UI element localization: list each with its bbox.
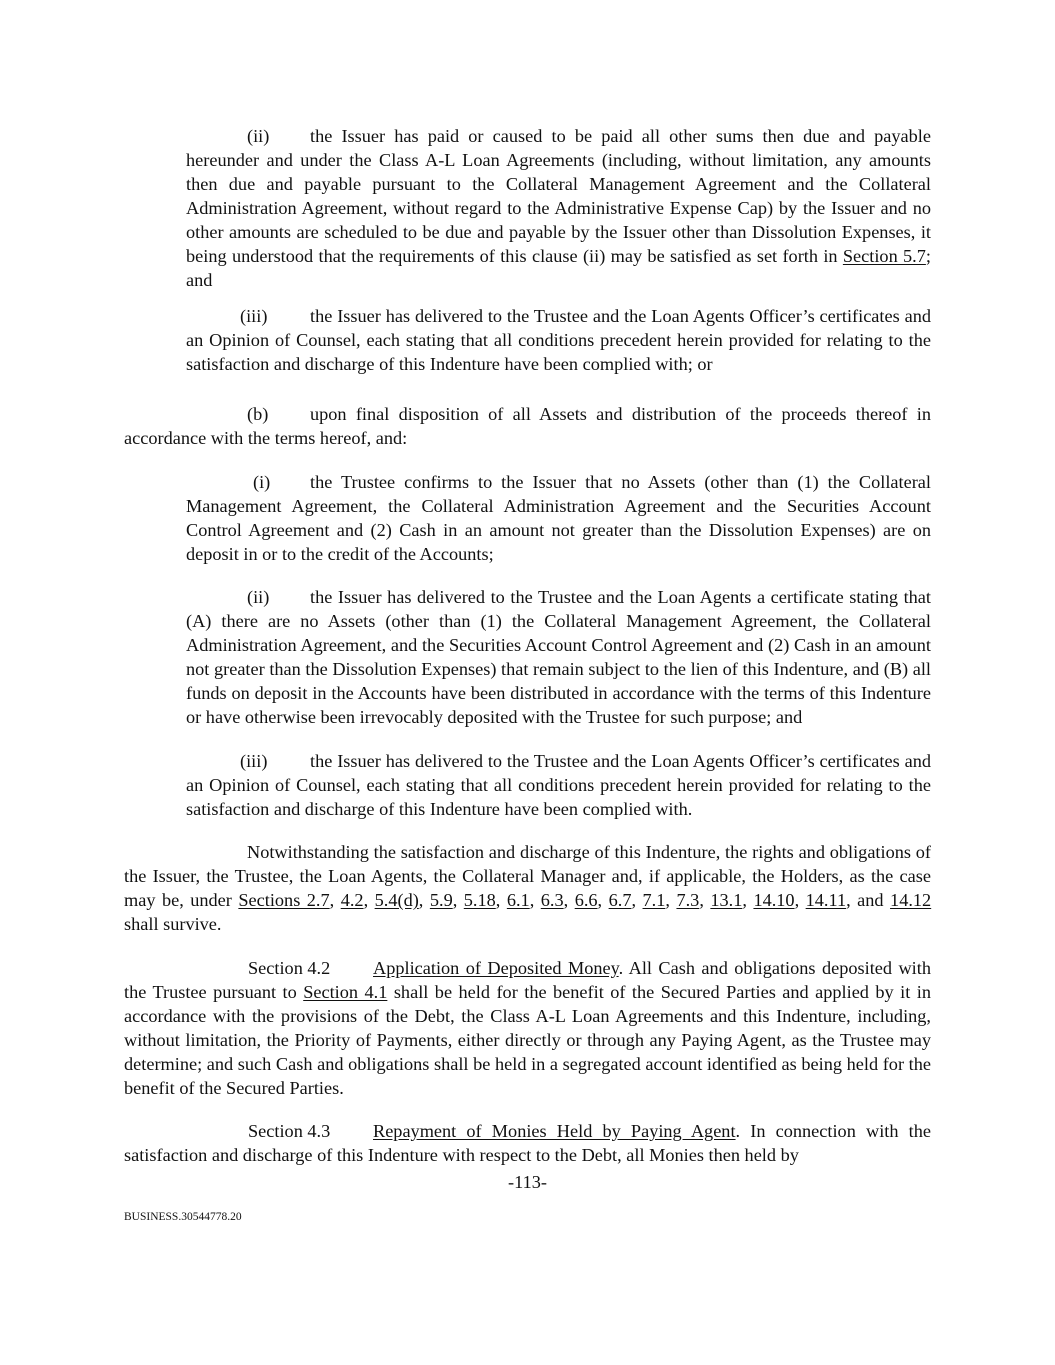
cross-reference: 6.7 — [608, 890, 632, 910]
text-segment: , — [529, 890, 541, 910]
text-segment: , — [742, 890, 754, 910]
section-4-2 — [124, 956, 931, 1100]
cross-reference: Repayment of Monies Held by Paying Agent — [373, 1121, 736, 1141]
text-segment: Notwithstanding the satisfaction and discharge of this Indenture, the rights and obligations of the Issuer, the Trustee, the Loan Agents, the Collateral Manager and, if applicable, the Holders, as the case may be, under — [124, 842, 931, 910]
text-segment: , — [452, 890, 464, 910]
text-segment: , — [665, 890, 677, 910]
text-segment: the Trustee confirms to the Issuer that no Assets (other than (1) the Collateral Management Agreement, the Collateral Administration Agreement and the Securities Account Control Agreement and (2) Cash in an amount not greater than the Dissolution Expenses) are on deposit in or to the credit of the Accounts; — [186, 472, 931, 564]
text-segment: the Issuer has paid or caused to be paid all other sums then due and payable hereunder and under the Class A-L Loan Agreements (including, without limitation, any amounts then due and payable pursuant to the Collateral Management Agreement and the Collateral Administration Agreement, without regard to the Administrative Expense Cap) by the Issuer and no other amounts are scheduled to be due and payable by the Issuer other than Dissolution Expenses, it being understood that the requirements of this clause (ii) may be satisfied as set forth in — [186, 126, 931, 266]
page-number: -113- — [508, 1172, 547, 1192]
text-segment: shall be held for the benefit of the Secured Parties and applied by it in accordance with the provisions of the Debt, the Class A-L Loan Agreements and this Indenture, including, without limitation, the Priority of Payments, either directly or through any Paying Agent, as the Trustee may determine; and such Cash and obligations shall be held in a segregated account identified as being held for the benefit of the Secured Parties. — [124, 982, 931, 1098]
section-4-3 — [124, 1119, 931, 1167]
text-segment: the Issuer has delivered to the Trustee and the Loan Agents a certificate stating that (A) there are no Assets (other than (1) the Collateral Management Agreement, the Collateral Administration Agreement, and the Securities Account Control Agreement and (2) Cash in an amount not greater than the Dissolution Expenses) that remain subject to the lien of this Indenture, and (B) all funds on deposit in the Accounts have been distributed in accordance with the terms of this Indenture or have otherwise been irrevocably deposited with the Trustee for such purpose; and — [186, 587, 931, 727]
text-segment: , — [597, 890, 609, 910]
cross-reference: Section 4.1 — [303, 982, 388, 1002]
cross-reference: 14.11 — [805, 890, 847, 910]
cross-reference: Section 5.7 — [842, 246, 926, 266]
cross-reference: 6.3 — [540, 890, 564, 910]
survival-paragraph — [124, 840, 931, 936]
cross-reference: 6.1 — [506, 890, 530, 910]
text-segment: shall survive. — [124, 914, 222, 934]
text-segment: , — [329, 890, 341, 910]
text-segment: the Issuer has delivered to the Trustee and the Loan Agents Officer’s certificates and an Opinion of Counsel, each stating that all conditions precedent herein provided for relating to the satisfaction and discharge of this Indenture have been complied with; or — [186, 306, 931, 374]
cross-reference: 7.3 — [676, 890, 700, 910]
document-body — [0, 124, 1055, 1224]
clause-label: Section 4.3 — [248, 1121, 331, 1141]
cross-reference: Application of Deposited Money — [373, 958, 619, 978]
text-segment: , — [418, 890, 430, 910]
text-segment: , and — [846, 890, 891, 910]
cross-reference: 14.12 — [890, 890, 932, 910]
cross-reference: 13.1 — [710, 890, 743, 910]
text-segment: the Issuer has delivered to the Trustee and the Loan Agents Officer’s certificates and an Opinion of Counsel, each stating that all conditions precedent herein provided for relating to the satisfaction and discharge of this Indenture have been complied with. — [186, 751, 931, 819]
text-segment: . In connection with the satisfaction and discharge of this Indenture with respect to the Debt, all Monies then held by — [124, 1121, 931, 1165]
clause-b — [124, 402, 931, 450]
clause-label: (iii) — [240, 306, 268, 326]
clause-label: (iii) — [240, 751, 268, 771]
cross-reference: 7.1 — [642, 890, 666, 910]
text-segment: , — [794, 890, 806, 910]
clause-label: (b) — [247, 404, 269, 424]
document-id-footer: BUSINESS.30544778.20 — [124, 1211, 242, 1223]
clause-a-iii — [186, 304, 931, 376]
text-segment: , — [631, 890, 643, 910]
cross-reference: 5.9 — [429, 890, 453, 910]
cross-reference: 5.18 — [463, 890, 496, 910]
clause-label: Section 4.2 — [248, 958, 331, 978]
text-segment: , — [563, 890, 575, 910]
clause-b-i — [186, 470, 931, 566]
text-segment: ; and — [186, 246, 931, 290]
text-segment: , — [495, 890, 507, 910]
clause-label: (ii) — [247, 126, 270, 146]
cross-reference: 4.2 — [340, 890, 364, 910]
cross-reference: 5.4(d) — [374, 890, 419, 910]
clause-label: (i) — [253, 472, 271, 492]
cross-reference: Sections 2.7 — [238, 890, 330, 910]
clause-b-iii — [186, 749, 931, 821]
cross-reference: 14.10 — [753, 890, 795, 910]
text-segment: . All Cash and obligations deposited with the Trustee pursuant to — [124, 958, 931, 1002]
clause-label: (ii) — [247, 587, 270, 607]
text-segment: , — [699, 890, 711, 910]
cross-reference: 6.6 — [574, 890, 598, 910]
clause-a-ii — [186, 124, 931, 292]
clause-b-ii — [186, 585, 931, 729]
text-segment: upon final disposition of all Assets and distribution of the proceeds thereof in accordance with the terms hereof, and: — [124, 404, 931, 448]
text-segment: , — [363, 890, 375, 910]
